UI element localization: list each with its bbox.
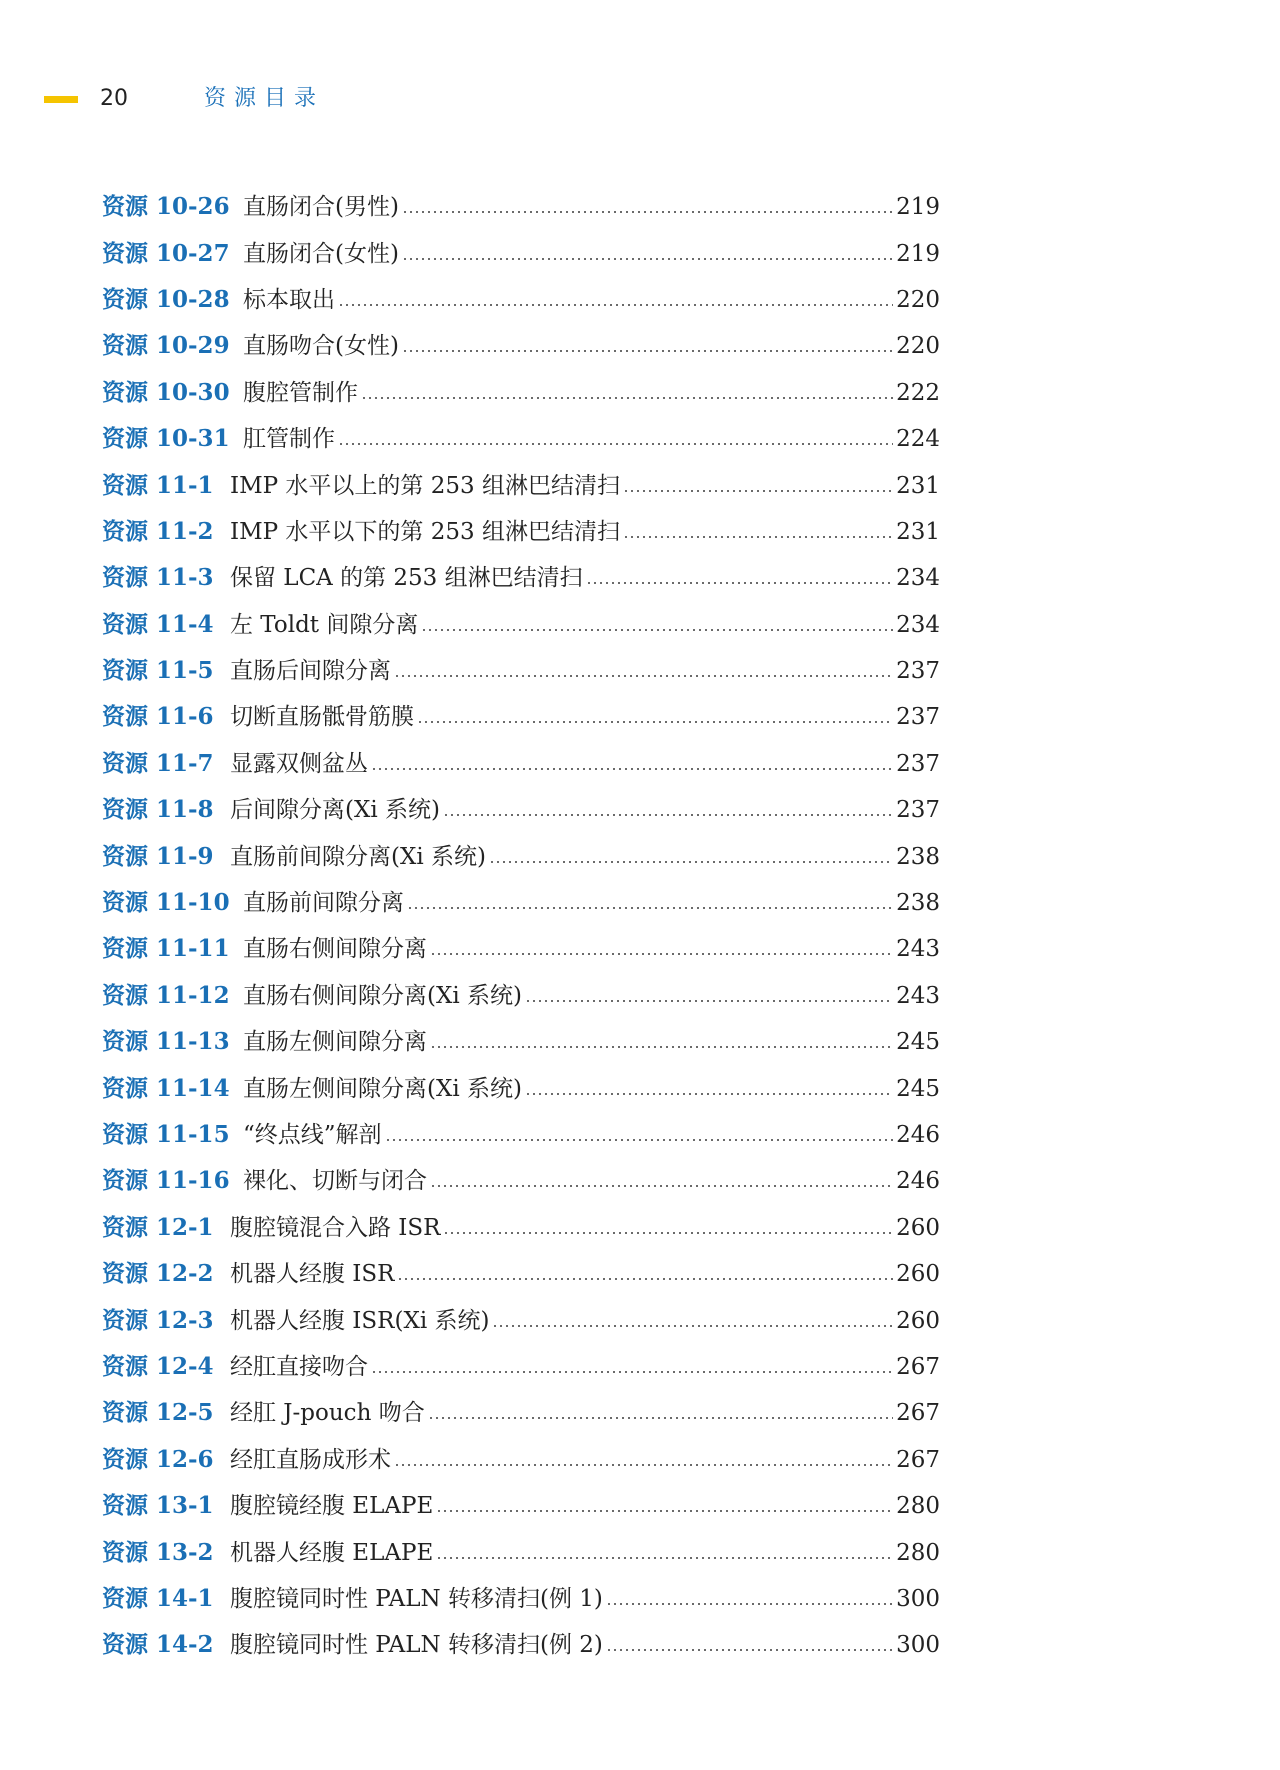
toc-entry[interactable] — [102, 1390, 940, 1436]
toc-entry[interactable] — [102, 1251, 940, 1297]
resource-toc-list — [102, 184, 940, 1669]
page-header — [0, 0, 1280, 140]
toc-entry-code: 资源 10-28 — [102, 285, 230, 313]
toc-entry-title: 机器人经腹 ISR(Xi 系统) — [230, 1307, 490, 1334]
dot-leader — [489, 861, 893, 863]
toc-entry-title: 直肠左侧间隙分离 — [243, 1029, 427, 1056]
toc-entry-page: 231 — [896, 518, 940, 545]
dot-leader — [428, 1417, 893, 1419]
toc-entry[interactable] — [102, 509, 940, 555]
toc-entry-code: 资源 11-3 — [102, 564, 214, 592]
dot-leader — [371, 1371, 893, 1373]
toc-entry-title: 左 Toldt 间隙分离 — [230, 611, 419, 638]
toc-entry-code: 资源 12-3 — [102, 1306, 214, 1334]
toc-entry[interactable] — [102, 1019, 940, 1065]
toc-entry[interactable] — [102, 1529, 940, 1575]
toc-entry[interactable] — [102, 1158, 940, 1204]
toc-entry-page: 234 — [896, 611, 940, 638]
toc-entry-page: 219 — [896, 240, 940, 267]
toc-entry-code: 资源 11-9 — [102, 842, 214, 870]
toc-entry[interactable] — [102, 370, 940, 416]
toc-entry-title: 经肛直肠成形术 — [230, 1446, 391, 1473]
toc-entry[interactable] — [102, 277, 940, 323]
dot-leader — [430, 1046, 893, 1048]
dot-leader — [394, 675, 893, 677]
toc-entry[interactable] — [102, 1483, 940, 1529]
toc-entry-page: 237 — [896, 704, 940, 731]
toc-entry-page: 243 — [896, 982, 940, 1009]
dot-leader — [443, 1232, 893, 1234]
toc-entry-title: 机器人经腹 ELAPE — [230, 1539, 434, 1566]
toc-entry-code: 资源 11-11 — [102, 935, 230, 963]
toc-entry[interactable] — [102, 1344, 940, 1390]
toc-entry-title: 直肠吻合(女性) — [243, 333, 399, 360]
toc-entry-page: 260 — [896, 1307, 940, 1334]
toc-entry-page: 267 — [896, 1353, 940, 1380]
toc-entry-page: 220 — [896, 286, 940, 313]
dot-leader — [436, 1510, 893, 1512]
toc-entry-page: 224 — [896, 426, 940, 453]
toc-entry-page: 245 — [896, 1029, 940, 1056]
toc-entry-code: 资源 12-5 — [102, 1399, 214, 1427]
toc-entry-title: 裸化、切断与闭合 — [243, 1168, 427, 1195]
dot-leader — [623, 536, 893, 538]
toc-entry-code: 资源 13-1 — [102, 1492, 214, 1520]
toc-entry-title: 腹腔镜经腹 ELAPE — [230, 1493, 434, 1520]
toc-entry-title: 直肠闭合(男性) — [243, 194, 399, 221]
dot-leader — [338, 443, 893, 445]
toc-entry-code: 资源 14-2 — [102, 1631, 214, 1659]
toc-entry-code: 资源 12-6 — [102, 1445, 214, 1473]
toc-entry[interactable] — [102, 973, 940, 1019]
toc-entry[interactable] — [102, 1065, 940, 1111]
toc-entry[interactable] — [102, 555, 940, 601]
toc-entry-code: 资源 10-30 — [102, 378, 230, 406]
toc-entry-code: 资源 11-12 — [102, 981, 230, 1009]
toc-entry-page: 300 — [896, 1632, 940, 1659]
section-title: 资源目录 — [204, 86, 325, 111]
toc-entry-code: 资源 11-4 — [102, 610, 214, 638]
toc-entry-title: 肛管制作 — [243, 426, 335, 453]
toc-entry-code: 资源 13-2 — [102, 1538, 214, 1566]
toc-entry-page: 243 — [896, 936, 940, 963]
toc-entry-page: 237 — [896, 750, 940, 777]
page-number: 20 — [100, 86, 128, 111]
toc-entry[interactable] — [102, 462, 940, 508]
toc-entry-title: 显露双侧盆丛 — [230, 750, 368, 777]
dot-leader — [430, 1185, 893, 1187]
toc-entry[interactable] — [102, 648, 940, 694]
toc-entry-page: 220 — [896, 333, 940, 360]
dot-leader — [606, 1649, 893, 1651]
toc-entry-code: 资源 11-7 — [102, 749, 214, 777]
toc-entry-title: IMP 水平以上的第 253 组淋巴结清扫 — [230, 472, 620, 499]
toc-entry-title: 经肛 J-pouch 吻合 — [230, 1400, 425, 1427]
toc-entry-code: 资源 12-2 — [102, 1260, 214, 1288]
dot-leader — [525, 1093, 893, 1095]
toc-entry-page: 245 — [896, 1075, 940, 1102]
toc-entry-page: 219 — [896, 194, 940, 221]
toc-entry-page: 222 — [896, 379, 940, 406]
toc-entry[interactable] — [102, 184, 940, 230]
toc-entry[interactable] — [102, 1297, 940, 1343]
toc-entry[interactable] — [102, 230, 940, 276]
toc-entry-page: 267 — [896, 1446, 940, 1473]
toc-entry-code: 资源 11-16 — [102, 1167, 230, 1195]
header-accent-bar — [44, 96, 78, 103]
toc-entry-page: 238 — [896, 843, 940, 870]
toc-entry-title: 直肠前间隙分离(Xi 系统) — [230, 843, 486, 870]
dot-leader — [586, 582, 893, 584]
toc-entry-page: 231 — [896, 472, 940, 499]
dot-leader — [385, 1139, 894, 1141]
toc-entry-page: 237 — [896, 797, 940, 824]
toc-entry-code: 资源 14-1 — [102, 1584, 214, 1612]
dot-leader — [371, 768, 893, 770]
toc-entry-title: 腹腔镜同时性 PALN 转移清扫(例 2) — [230, 1632, 603, 1659]
toc-entry[interactable] — [102, 416, 940, 462]
toc-entry[interactable] — [102, 741, 940, 787]
toc-entry-code: 资源 11-15 — [102, 1121, 230, 1148]
toc-entry-title: 直肠前间隙分离 — [243, 890, 404, 917]
toc-entry-title: 直肠后间隙分离 — [230, 658, 391, 685]
toc-entry[interactable] — [102, 787, 940, 833]
toc-entry-page: 237 — [896, 658, 940, 685]
dot-leader — [623, 490, 893, 492]
toc-entry[interactable] — [102, 1112, 940, 1158]
toc-entry-code: 资源 10-26 — [102, 193, 230, 221]
toc-entry-title: 直肠左侧间隙分离(Xi 系统) — [243, 1075, 522, 1102]
toc-entry[interactable] — [102, 323, 940, 369]
toc-entry-page: 234 — [896, 565, 940, 592]
toc-entry[interactable] — [102, 1205, 940, 1251]
toc-entry-title: 直肠右侧间隙分离 — [243, 936, 427, 963]
toc-entry-code: 资源 11-14 — [102, 1074, 230, 1102]
toc-entry-page: 238 — [896, 890, 940, 917]
toc-entry-title: 腹腔镜同时性 PALN 转移清扫(例 1) — [230, 1585, 603, 1612]
dot-leader — [397, 1278, 893, 1280]
dot-leader — [436, 1557, 893, 1559]
toc-entry-title: 机器人经腹 ISR — [230, 1261, 395, 1288]
toc-entry-title: 腹腔管制作 — [243, 379, 358, 406]
dot-leader — [402, 258, 893, 260]
toc-entry[interactable] — [102, 1437, 940, 1483]
toc-entry-title: 直肠右侧间隙分离(Xi 系统) — [243, 982, 522, 1009]
toc-entry-code: 资源 11-6 — [102, 703, 214, 731]
dot-leader — [421, 629, 893, 631]
toc-entry-code: 资源 11-13 — [102, 1028, 230, 1056]
toc-entry-page: 280 — [896, 1493, 940, 1520]
toc-entry-title: IMP 水平以下的第 253 组淋巴结清扫 — [230, 518, 620, 545]
toc-entry-title: 直肠闭合(女性) — [243, 240, 399, 267]
dot-leader — [402, 350, 893, 352]
toc-entry[interactable] — [102, 694, 940, 740]
toc-entry-title: 切断直肠骶骨筋膜 — [230, 704, 414, 731]
toc-entry-page: 246 — [896, 1122, 940, 1148]
toc-entry-title: 标本取出 — [243, 286, 335, 313]
dot-leader — [417, 721, 893, 723]
dot-leader — [338, 304, 893, 306]
toc-entry-code: 资源 11-10 — [102, 889, 230, 917]
toc-entry-page: 300 — [896, 1585, 940, 1612]
toc-entry[interactable] — [102, 602, 940, 648]
toc-entry[interactable] — [102, 833, 940, 879]
dot-leader — [402, 211, 893, 213]
toc-entry-title: 后间隙分离(Xi 系统) — [230, 797, 440, 824]
toc-entry-code: 资源 11-1 — [102, 471, 214, 499]
dot-leader — [394, 1464, 893, 1466]
toc-entry[interactable] — [102, 1576, 940, 1622]
dot-leader — [606, 1603, 893, 1605]
dot-leader — [430, 953, 893, 955]
toc-entry-page: 267 — [896, 1400, 940, 1427]
toc-entry-code: 资源 11-2 — [102, 517, 214, 545]
dot-leader — [492, 1325, 893, 1327]
toc-entry-page: 280 — [896, 1539, 940, 1566]
toc-entry-title: 腹腔镜混合入路 ISR — [230, 1214, 441, 1241]
toc-entry-title: 经肛直接吻合 — [230, 1353, 368, 1380]
toc-entry-code: 资源 12-4 — [102, 1352, 214, 1380]
toc-entry-code: 资源 12-1 — [102, 1213, 214, 1241]
toc-entry-title: 保留 LCA 的第 253 组淋巴结清扫 — [230, 565, 583, 592]
dot-leader — [407, 907, 893, 909]
toc-entry-page: 260 — [896, 1214, 940, 1241]
toc-entry-page: 260 — [896, 1261, 940, 1288]
dot-leader — [361, 397, 893, 399]
toc-entry-code: 资源 10-27 — [102, 239, 230, 267]
dot-leader — [525, 1000, 893, 1002]
toc-entry-code: 资源 10-29 — [102, 332, 230, 360]
toc-entry[interactable] — [102, 880, 940, 926]
toc-entry-page: 246 — [896, 1168, 940, 1195]
dot-leader — [443, 814, 893, 816]
toc-entry[interactable] — [102, 1622, 940, 1668]
toc-entry-code: 资源 11-5 — [102, 657, 214, 685]
toc-entry[interactable] — [102, 926, 940, 972]
toc-entry-title: “终点线”解剖 — [243, 1122, 382, 1148]
toc-entry-code: 资源 11-8 — [102, 796, 214, 824]
toc-entry-code: 资源 10-31 — [102, 425, 230, 453]
